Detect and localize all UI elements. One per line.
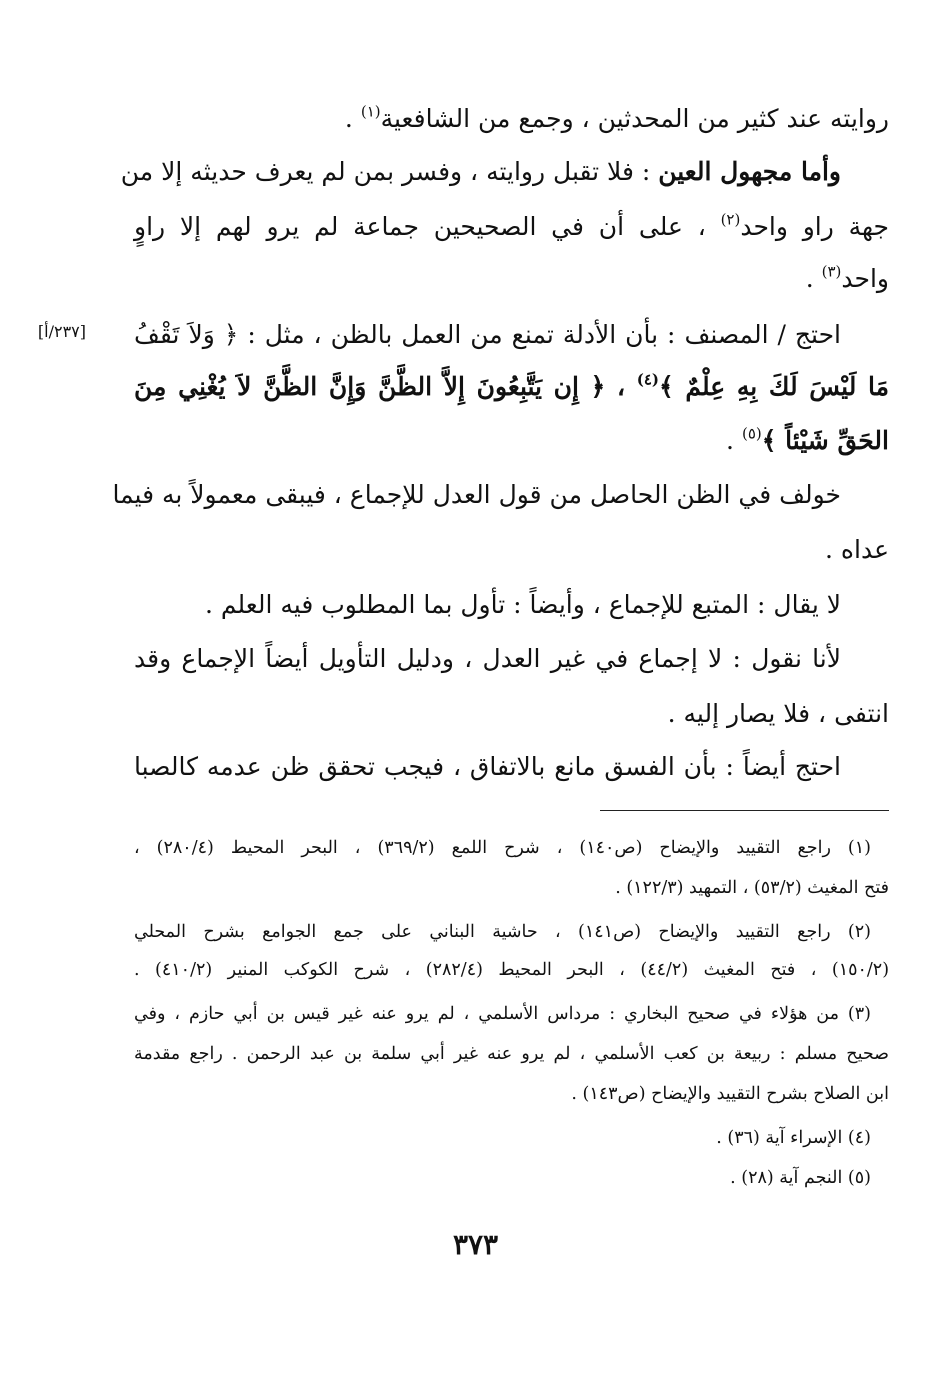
footnote-marker-5[interactable]: (٥) — [741, 424, 762, 443]
footnote-separator — [600, 810, 889, 811]
footnote-text: (٥) النجم آية (٢٨) . — [730, 1168, 871, 1188]
text-span: . — [726, 426, 742, 455]
text-line-2 — [120, 155, 841, 189]
footnote-text: (٢) راجع التقييد والإيضاح (ص١٤١) ، حاشية البناني على جمع الجوامع بشرح المحلي — [134, 922, 871, 942]
footnote-5 — [134, 1166, 871, 1190]
text-span: . — [344, 104, 361, 133]
text-span: روايته عند كثير من المحدثين ، وجمع من الشافعية — [380, 104, 889, 133]
text-line-12 — [134, 697, 889, 731]
footnote-3-cont — [134, 1042, 889, 1066]
text-line-8 — [112, 478, 841, 512]
footnote-4 — [134, 1126, 871, 1150]
footnote-text: (٤) الإسراء آية (٣٦) . — [716, 1128, 871, 1148]
quran-verse: الحَقِّ شَيْئاً ﴾ — [761, 426, 889, 455]
quran-verse: مَا لَيْسَ لَكَ بِهِ عِلْمٌ ﴾ — [659, 372, 889, 401]
text-span: . — [805, 264, 822, 293]
text-span: واحد — [841, 264, 889, 293]
manuscript-folio-ref: [٢٣٧/أ] — [37, 322, 86, 341]
text-line-10 — [134, 588, 841, 622]
text-line-9 — [134, 533, 889, 567]
text-span: احتج / المصنف : بأن الأدلة تمنع من العمل بالظن ، مثل : ﴿ وَلاَ تَقْفُ — [134, 320, 841, 349]
footnote-marker-3[interactable]: (٣) — [821, 262, 842, 281]
footnote-marker-1[interactable]: (١) — [360, 102, 381, 121]
quran-verse-line-1 — [134, 370, 889, 404]
text-span: لأنا نقول : لا إجماع في غير العدل ، ودليل التأويل أيضاً الإجماع وقد — [134, 644, 841, 673]
footnote-marker-2[interactable]: (٢) — [720, 210, 741, 229]
text-span: لا يقال : المتبع للإجماع ، وأيضاً : تأول بما المطلوب فيه العلم . — [205, 590, 841, 619]
text-span: : فلا تقبل روايته ، وفسر بمن لم يعرف حديثه إلا من — [120, 157, 659, 186]
text-line-1 — [134, 102, 889, 136]
text-line-11 — [134, 642, 841, 676]
text-span: عداه . — [825, 535, 889, 564]
footnote-1-cont — [134, 876, 889, 900]
text-span: خولف في الظن الحاصل من قول العدل للإجماع ، فيبقى معمولاً به فيما — [112, 480, 841, 509]
bold-heading: وأما مجهول العين — [658, 157, 841, 186]
footnote-3-cont2 — [134, 1082, 889, 1106]
footnote-2 — [134, 920, 871, 944]
footnote-text: (١) راجع التقييد والإيضاح (ص١٤٠) ، شرح اللمع (٣٦٩/٢) ، البحر المحيط (٢٨٠/٤) ، — [134, 838, 871, 858]
text-span: ، على أن في الصحيحين جماعة لم يرو لهم إلا راوٍ — [134, 212, 721, 241]
footnote-1 — [134, 836, 871, 860]
text-span: احتج أيضاً : بأن الفسق مانع بالاتفاق ، فيجب تحقق ظن عدمه كالصبا — [134, 752, 841, 781]
footnote-text: ابن الصلاح بشرح التقييد والإيضاح (ص١٤٣) . — [571, 1084, 889, 1104]
page-number: ٣٧٣ — [452, 1228, 499, 1261]
footnote-2-cont — [134, 958, 889, 982]
text-line-4 — [134, 262, 889, 296]
footnote-marker-4[interactable]: (٤) — [636, 370, 660, 389]
text-span: انتفى ، فلا يصار إليه . — [667, 699, 889, 728]
footnote-text: (١٥٠/٢) ، فتح المغيث (٤٤/٢) ، البحر المحيط (٢٨٢/٤) ، شرح الكوكب المنير (٤١٠/٢) . — [134, 960, 890, 980]
footnote-text: (٣) من هؤلاء في صحيح البخاري : مرداس الأسلمي ، لم يرو عنه غير قيس بن أبي حازم ، وفي — [134, 1004, 871, 1024]
quran-verse-line-2 — [134, 424, 889, 458]
text-line-5 — [134, 318, 841, 352]
text-span: جهة راو واحد — [740, 212, 889, 241]
text-line-3 — [134, 210, 889, 244]
footnote-text: فتح المغيث (٥٣/٢) ، التمهيد (١٢٢/٣) . — [615, 878, 889, 898]
footnote-text: صحيح مسلم : ربيعة بن كعب الأسلمي ، لم يرو عنه غير أبي سلمة بن عبد الرحمن . راجع مقدمة — [134, 1044, 889, 1064]
text-line-13 — [134, 750, 841, 784]
quran-verse: ، ﴿ إِن يَتَّبِعُونَ إِلاَّ الظَّنَّ وَإِنَّ الظَّنَّ لاَ يُغْنِي مِنَ — [134, 372, 637, 401]
footnote-3 — [134, 1002, 871, 1026]
